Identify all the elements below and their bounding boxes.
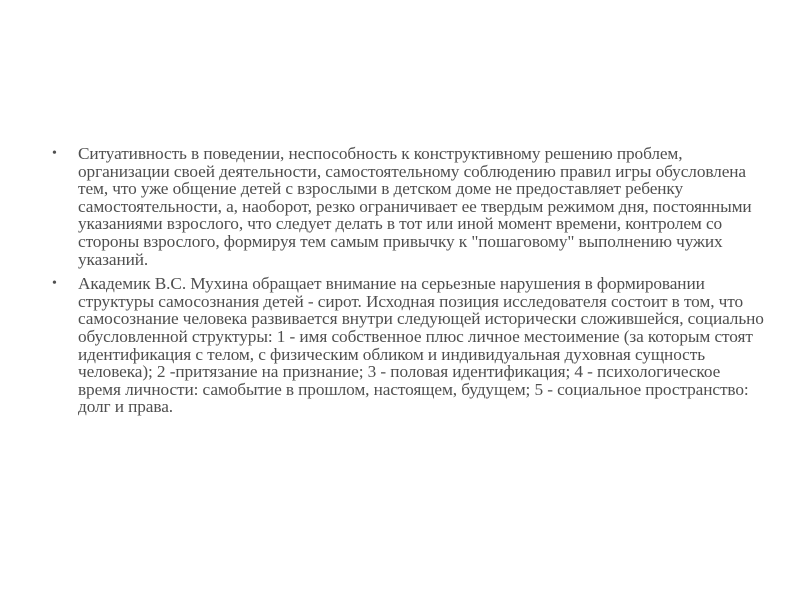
bullet-text: Ситуативность в поведении, неспособность к конструктивному решению проблем, организации своей деятельности, самостоятельному соблюдению правил игры обусловлена тем, что уже общение детей с взрослыми в детском доме не предоставляет ребенку самостоятельности, а, наоборот, резко ограничивает ее твердым режимом дня, постоянными указаниями взрослого, что следует делать в тот или иной момент времени, контролем со стороны взрослого, формируя тем самым привычку к "пошаговому" выполнению чужих указаний.: [78, 144, 752, 269]
bullet-text: Академик В.С. Мухина обращает внимание на серьезные нарушения в формировании структуры самосознания детей - сирот. Исходная позиция исследователя состоит в том, что самосознание человека развивается внутри следующей исторически сложившейся, социально обусловленной структуры: 1 - имя собственное плюс личное местоимение (за которым стоят идентификация с телом, с физическим обликом и индивидуальная духовная сущность человека); 2 -притязание на признание; 3 - половая идентификация; 4 - психологическое время личности: самобытие в прошлом, настоящем, будущем; 5 - социальное пространство: долг и права.: [78, 274, 764, 417]
bullet-list: [52, 145, 764, 423]
bullet-marker: •: [52, 276, 57, 292]
bullet-item-mukhina-self-awareness: [52, 275, 764, 416]
bullet-marker: •: [52, 146, 57, 161]
bullet-item-situational-behavior: [52, 145, 764, 268]
